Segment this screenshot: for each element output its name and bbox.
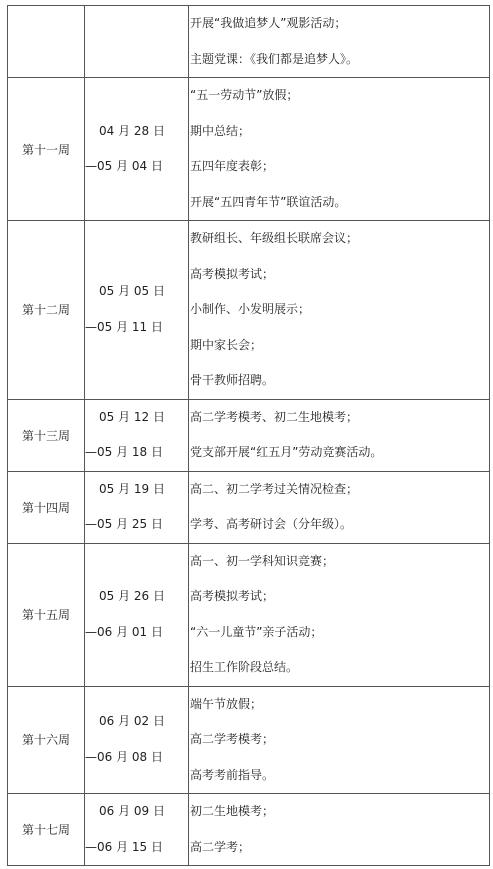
week-cell: 第十七周 [8, 794, 85, 866]
activity-item: 主题党课：《我们都是追梦人》。 [190, 51, 359, 66]
activity-item: 高考考前指导。 [190, 767, 275, 782]
date-end: —05 月 04 日 [85, 159, 163, 173]
date-end: —06 月 08 日 [85, 749, 163, 764]
activity-item: 党支部开展“红五月”劳动竞赛活动。 [190, 445, 383, 459]
date-end [85, 42, 188, 78]
schedule-row [8, 543, 490, 686]
activities-cell [189, 543, 490, 686]
schedule-body [8, 6, 490, 866]
activity-item: 高一、初一学科知识竞赛； [190, 553, 335, 568]
date-start [85, 6, 188, 42]
activities-cell [189, 399, 490, 471]
activity-item: 初二生地模考； [190, 804, 275, 818]
activity-item: 期中总结； [190, 123, 251, 138]
date-range-cell [85, 686, 189, 794]
schedule-table [7, 5, 490, 866]
schedule-row [8, 471, 490, 543]
schedule-row [8, 686, 490, 794]
week-cell: 第十六周 [8, 686, 85, 794]
week-cell: 第十一周 [8, 78, 85, 221]
week-cell: 第十四周 [8, 471, 85, 543]
activity-item: “六一儿童节”亲子活动； [190, 624, 323, 639]
activities-cell [189, 6, 490, 78]
activity-item: 教研组长、年级组长联席会议； [190, 231, 359, 245]
activity-item: 高考模拟考试； [190, 266, 275, 281]
activity-item: 学考、高考研讨会（分年级）。 [190, 517, 353, 531]
date-range-cell [85, 6, 189, 78]
activities-cell [189, 794, 490, 866]
date-range-cell [85, 471, 189, 543]
activity-item: 端午节放假； [190, 696, 263, 711]
week-cell [8, 6, 85, 78]
date-start: 04 月 28 日 [99, 123, 165, 138]
activities-cell [189, 78, 490, 221]
activity-item: 期中家长会； [190, 337, 263, 352]
date-start: 05 月 05 日 [99, 284, 165, 299]
activity-item: 开展“五四青年节”联谊活动。 [190, 194, 347, 209]
schedule-row [8, 221, 490, 400]
activity-item: 高二学考模考、初二生地模考； [190, 409, 359, 424]
activity-item: 高考模拟考试； [190, 589, 275, 603]
schedule-row [8, 78, 490, 221]
date-start: 05 月 12 日 [99, 409, 165, 424]
date-start: 06 月 09 日 [99, 804, 165, 818]
date-start: 05 月 26 日 [99, 589, 165, 603]
activity-item: 五四年度表彰； [190, 159, 275, 173]
activity-item: 招生工作阶段总结。 [190, 660, 299, 674]
activities-cell [189, 471, 490, 543]
date-end: —05 月 18 日 [85, 445, 163, 459]
schedule-row [8, 6, 490, 78]
week-cell: 第十二周 [8, 221, 85, 400]
activity-item: “五一劳动节”放假； [190, 88, 299, 102]
week-cell: 第十五周 [8, 543, 85, 686]
date-start: 05 月 19 日 [99, 481, 165, 496]
date-range-cell [85, 399, 189, 471]
activities-cell [189, 221, 490, 400]
date-end: —05 月 11 日 [85, 319, 163, 334]
date-range-cell [85, 221, 189, 400]
date-range-cell [85, 794, 189, 866]
date-range-cell [85, 543, 189, 686]
activity-item: 高二学考； [190, 839, 251, 854]
date-range-cell [85, 78, 189, 221]
schedule-row [8, 399, 490, 471]
date-end: —06 月 15 日 [85, 839, 163, 854]
schedule-row [8, 794, 490, 866]
activity-item: 骨干教师招聘。 [190, 373, 275, 387]
date-end: —06 月 01 日 [85, 624, 163, 639]
date-start: 06 月 02 日 [99, 714, 165, 729]
activity-item: 高二学考模考； [190, 732, 275, 746]
week-cell: 第十三周 [8, 399, 85, 471]
date-end: —05 月 25 日 [85, 517, 163, 531]
activities-cell [189, 686, 490, 794]
activity-item: 开展“我做追梦人”观影活动； [190, 16, 347, 30]
activity-item: 高二、初二学考过关情况检查； [190, 481, 359, 496]
activity-item: 小制作、小发明展示； [190, 302, 311, 316]
